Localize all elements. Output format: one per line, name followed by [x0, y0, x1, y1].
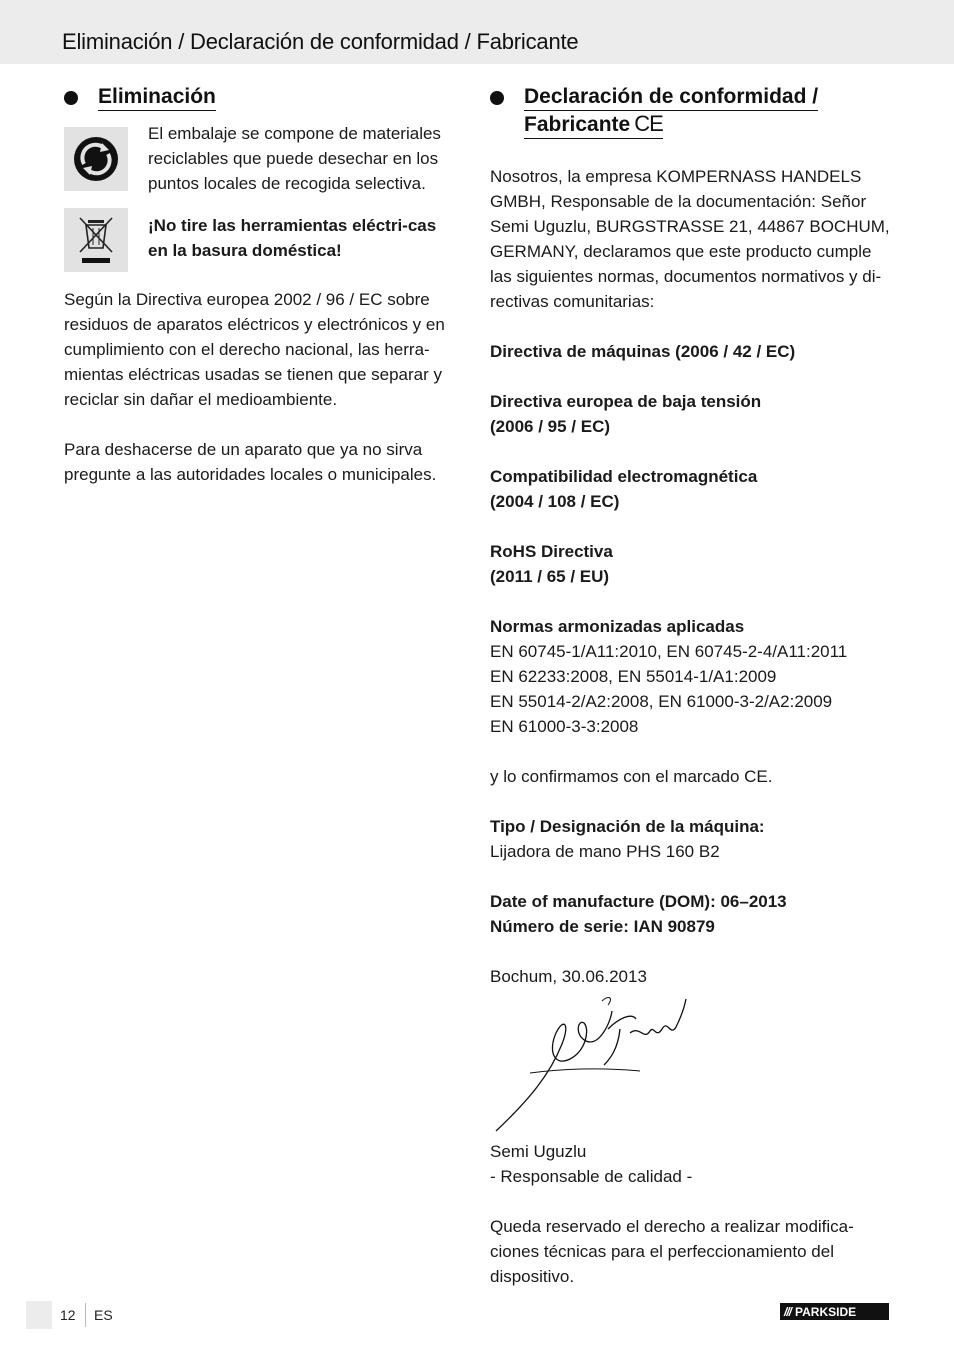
- manufacturer-label: Fabricante: [524, 113, 631, 136]
- low-voltage-directive: Directiva europea de baja tensión: [490, 392, 762, 411]
- rohs-directive-number: (2011 / 65 / EU): [490, 567, 610, 586]
- footer-divider: [85, 1303, 86, 1327]
- declaration-title: [524, 84, 894, 140]
- declaration-heading: [490, 84, 894, 140]
- norm-line: EN 62233:2008, EN 55014-1/A1:2009: [490, 667, 777, 686]
- page-title: Eliminación / Declaración de conformidad / Fabricante: [62, 29, 579, 54]
- norm-line: EN 60745-1/A11:2010, EN 60745-2-4/A11:2011: [490, 642, 848, 661]
- signer-name: Semi Uguzlu: [490, 1142, 587, 1161]
- disposal-section: [64, 84, 460, 487]
- emc-directive: Compatibilidad electromagnética: [490, 467, 758, 486]
- machine-type-value: Lijadora de mano PHS 160 B2: [490, 842, 720, 861]
- date-of-manufacture: Date of manufacture (DOM): 06–2013: [490, 892, 787, 911]
- declaration-intro: Nosotros, la empresa KOMPERNASS HANDELS GMBH, Responsable de la documentación: Señor Semi Uguzlu, BURGSTRASSE 21, 44867 BOCHUM, GERMANY, declaramos que este producto cumple las siguientes normas, documentos normativos y di-rectivas comunitarias:: [490, 167, 890, 311]
- machine-type-title: Tipo / Designación de la máquina:: [490, 817, 765, 836]
- declaration-title-line2: [524, 111, 663, 139]
- serial-number: Número de serie: IAN 90879: [490, 917, 715, 936]
- emc-directive-number: (2004 / 108 / EC): [490, 492, 620, 511]
- crossed-bin-icon: [64, 208, 128, 272]
- footer-marker: [26, 1301, 52, 1329]
- closing-note: Queda reservado el derecho a realizar modifica-ciones técnicas para el perfeccionamiento del dispositivo.: [490, 1217, 854, 1286]
- brand-name: PARKSIDE: [795, 1304, 857, 1319]
- norms-title: Normas armonizadas aplicadas: [490, 617, 745, 636]
- recycle-arrows-icon: [64, 127, 128, 191]
- bullet-icon: [490, 91, 504, 105]
- declaration-title-line1: Declaración de conformidad /: [524, 84, 818, 111]
- machinery-directive: Directiva de máquinas (2006 / 42 / EC): [490, 342, 796, 361]
- weee-warning: ¡No tire las herramientas eléctri-cas en la basura doméstica!: [148, 216, 437, 260]
- page-number: 12: [60, 1307, 76, 1323]
- low-voltage-directive-number: (2006 / 95 / EC): [490, 417, 611, 436]
- ce-confirmation: y lo confirmamos con el marcado CE.: [490, 767, 773, 786]
- recycle-row: [64, 124, 460, 196]
- norm-line: EN 61000-3-3:2008: [490, 717, 639, 736]
- weee-directive-text: Según la Directiva europea 2002 / 96 / EC sobre residuos de aparatos eléctricos y electrónicos y en cumplimiento con el derecho nacional, las herra-mientas eléctricas usadas se tienen que separar y reciclar sin dañar el medioambiente.: [64, 290, 445, 409]
- disposal-heading: [64, 84, 460, 111]
- place-date: Bochum, 30.06.2013: [490, 967, 647, 986]
- weee-row: [64, 208, 460, 272]
- language-code: ES: [94, 1307, 113, 1323]
- bullet-icon: [64, 91, 78, 105]
- signer-role: - Responsable de calidad -: [490, 1167, 693, 1186]
- norm-line: EN 55014-2/A2:2008, EN 61000-3-2/A2:2009: [490, 692, 833, 711]
- ce-mark-icon: CE: [634, 111, 663, 136]
- rohs-directive: RoHS Directiva: [490, 542, 613, 561]
- parkside-logo: [780, 1303, 889, 1320]
- declaration-section: [490, 84, 894, 1289]
- signature: [490, 989, 894, 1139]
- recycle-text: El embalaje se compone de materiales reciclables que puede desechar en los puntos locales de recogida selectiva.: [148, 124, 441, 193]
- disposal-title: Eliminación: [98, 84, 216, 111]
- logo-stripes-icon: ///: [784, 1304, 792, 1319]
- disposal-advice-text: Para deshacerse de un aparato que ya no sirva pregunte a las autoridades locales o municipales.: [64, 440, 437, 484]
